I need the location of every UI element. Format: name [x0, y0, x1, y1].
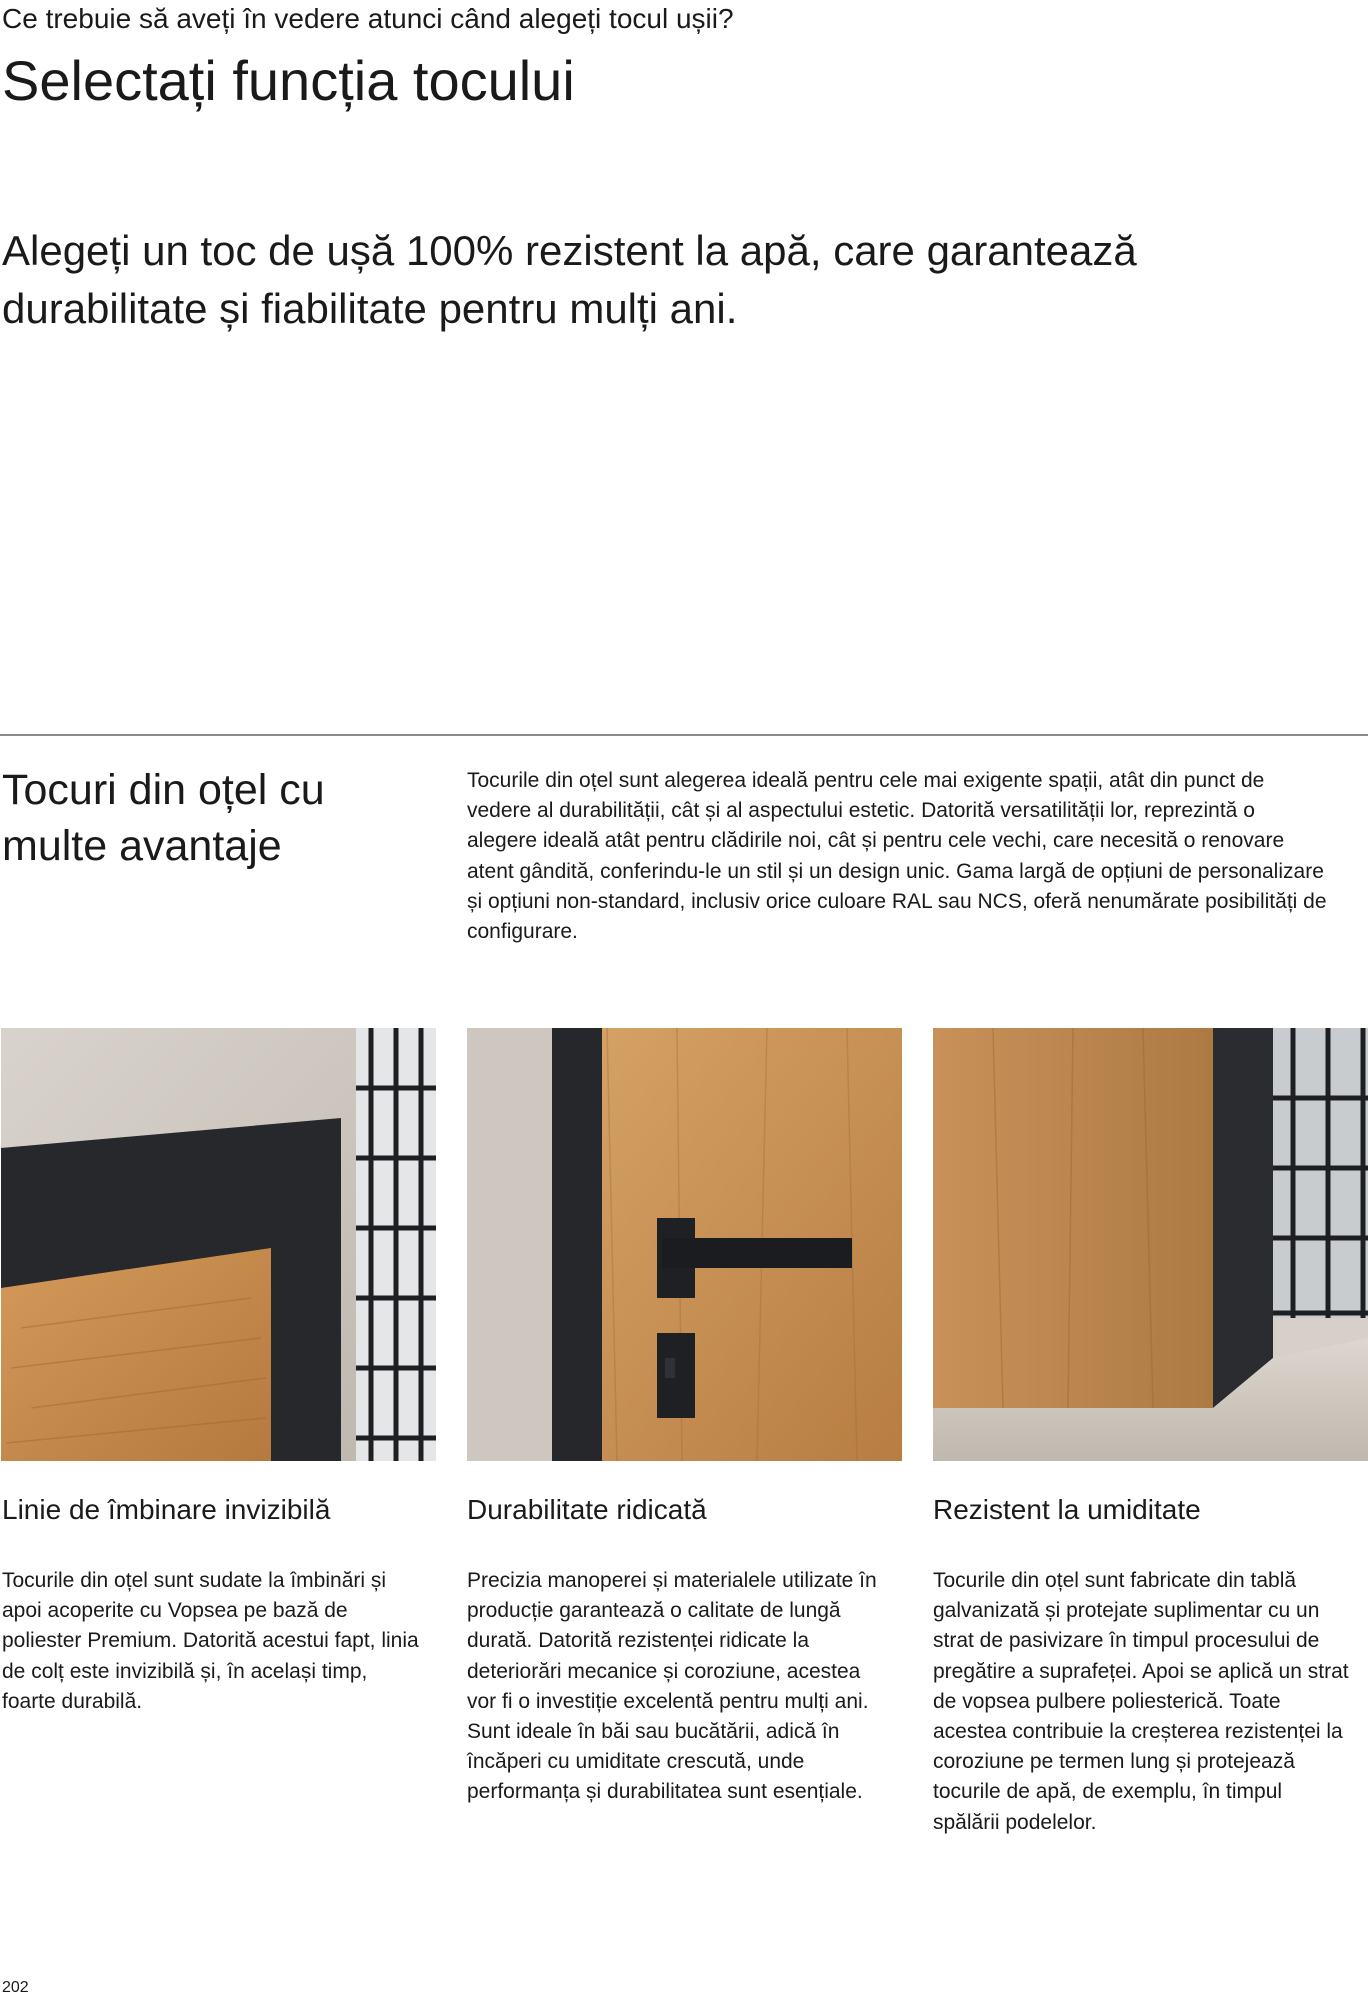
door-window-photo	[933, 1028, 1368, 1461]
door-handle-photo	[467, 1028, 902, 1461]
section-body: Tocurile din oțel sunt alegerea ideală pentru cele mai exigente spații, atât din punct de vedere al durabilității, cât și al aspectului estetic. Datorită versatilității lor, reprezintă o alegere ideală atât pentru clădirile noi, cât și pentru cele vechi, care necesită o renovare atent gândită, conferindu-le un stil și un design unic. Gama largă de opțiuni de personalizare și opțiuni non-standard, inclusiv orice culoare RAL sau NCS, oferă nenumărate posibilități de configurare.	[467, 769, 1327, 944]
feature-body-durability: Precizia manoperei și materialele utilizate în producție garantează o calitate de lungă durată. Datorită rezistenței ridicate la deteriorări mecanice și coroziune, acestea vor fi o investiție excelentă pentru mulți ani. Sunt ideale în băi sau bucătării, adică în încăperi cu umiditate crescută, unde performanța și durabilitatea sunt esențiale.	[467, 1569, 877, 1804]
page-title: Selectați funcția tocului	[2, 49, 575, 112]
feature-title-invisible-joint: Linie de îmbinare invizibilă	[2, 1494, 331, 1525]
feature-title-moisture-resistant: Rezistent la umiditate	[933, 1494, 1201, 1525]
section-divider	[0, 734, 1368, 736]
lead-statement: Alegeți un toc de ușă 100% rezistent la apă, care garantează durabilitate și fiabilitate pentru mulți ani.	[2, 227, 1137, 332]
feature-body-invisible-joint: Tocurile din oțel sunt sudate la îmbinări și apoi acoperite cu Vopsea pe bază de poliester Premium. Datorită acestui fapt, linia de colț este invizibilă și, în același timp, foarte durabilă.	[2, 1569, 419, 1713]
eyebrow-question: Ce trebuie să aveți în vedere atunci când alegeți tocul ușii?	[2, 3, 734, 34]
frame-corner-photo	[1, 1028, 436, 1461]
feature-body-moisture-resistant: Tocurile din oțel sunt fabricate din tablă galvanizată și protejate suplimentar cu un strat de pasivizare în timpul procesului de pregătire a suprafeței. Apoi se aplică un strat de vopsea pulbere poliesterică. Toate acestea contribuie la creșterea rezistenței la coroziune pe termen lung și protejează tocurile de apă, de exemplu, în timpul spălării podelelor.	[933, 1569, 1349, 1834]
section-title: Tocuri din oțel cu multe avantaje	[2, 766, 325, 870]
feature-title-durability: Durabilitate ridicată	[467, 1494, 707, 1525]
page-number: 202	[2, 1979, 29, 1996]
